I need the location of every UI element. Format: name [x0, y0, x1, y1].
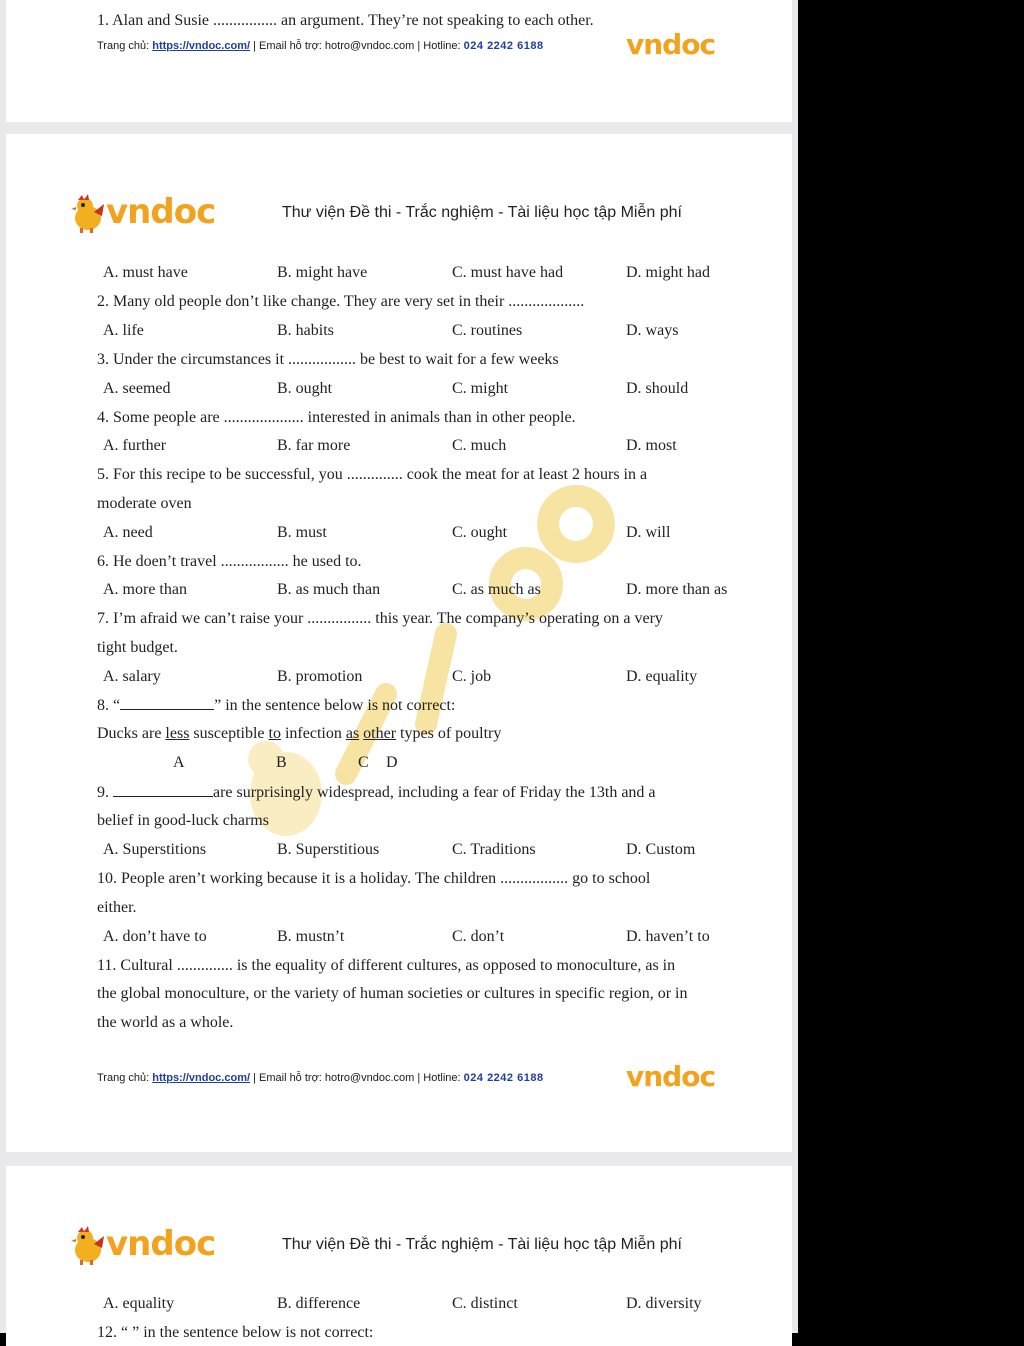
q6-option-b: B. as much than — [277, 581, 381, 598]
question-7-text: 7. I’m afraid we can’t raise your ................ this year. The company’s operating on a very — [97, 610, 663, 627]
question-11-text-end: the world as a whole. — [97, 1014, 234, 1031]
vndoc-logo: vndoc — [106, 192, 216, 232]
q4-option-c: C. much — [452, 437, 507, 454]
page-footer — [97, 40, 544, 52]
chick-mascot-icon — [68, 1226, 108, 1266]
footer-url-link[interactable]: https://vndoc.com/ — [152, 1072, 251, 1084]
question-4-text: 4. Some people are .................... interested in animals than in other people. — [97, 409, 576, 426]
q8-letter-d: D — [386, 754, 398, 771]
q8-letter-a: A — [173, 754, 185, 771]
q3-option-b: B. ought — [277, 380, 333, 397]
question-10-text-cont: either. — [97, 899, 137, 916]
q8-underline-d: other — [363, 725, 397, 742]
q5-option-c: C. ought — [452, 524, 508, 541]
question-5-text-cont: moderate oven — [97, 495, 192, 512]
q2-option-c: C. routines — [452, 322, 523, 339]
question-7-text-cont: tight budget. — [97, 639, 178, 656]
q3-option-c: C. might — [452, 380, 509, 397]
q5-option-b: B. must — [277, 524, 327, 541]
question-5-text: 5. For this recipe to be successful, you .............. cook the meat for at least 2 hours in a — [97, 466, 648, 483]
page-2 — [6, 134, 792, 1152]
q8-suffix: ” in the sentence below is not correct: — [214, 697, 456, 714]
q10-option-d: D. haven’t to — [626, 928, 710, 945]
q8-underline-c: as — [345, 725, 360, 742]
q10-option-a: A. don’t have to — [103, 928, 207, 945]
q8-letter-b: B — [276, 754, 287, 771]
question-10-text: 10. People aren’t working because it is a holiday. The children ................. go to school — [97, 870, 651, 887]
q2-option-b: B. habits — [277, 322, 334, 339]
q9-text: are surprisingly widespread, including a fear of Friday the 13th and a — [213, 784, 656, 801]
library-tagline: Thư viện Đề thi - Trắc nghiệm - Tài liệu học tập Miễn phí — [282, 204, 682, 221]
q6-option-d: D. more than as — [626, 581, 728, 598]
q10-option-b: B. mustn’t — [277, 928, 345, 945]
question-3-text: 3. Under the circumstances it ................. be best to wait for a few weeks — [97, 351, 559, 368]
q8-prefix: 8. “ — [97, 697, 121, 714]
q2-option-d: D. ways — [626, 322, 679, 339]
q5-option-d: D. will — [626, 524, 671, 541]
footer-hotline: 024 2242 6188 — [463, 1072, 544, 1084]
question-11-text: 11. Cultural .............. is the equality of different cultures, as opposed to monoculture, as in — [97, 957, 676, 974]
footer-hotline: 024 2242 6188 — [463, 40, 544, 52]
vndoc-logo: vndoc — [626, 1060, 716, 1093]
footer-label: Trang chủ: — [97, 40, 150, 52]
library-tagline: Thư viện Đề thi - Trắc nghiệm - Tài liệu học tập Miễn phí — [282, 1236, 682, 1253]
question-8-sentence — [97, 724, 501, 744]
question-1-text: 1. Alan and Susie ................ an argument. They’re not speaking to each other. — [97, 12, 594, 29]
q1-option-d: D. might had — [626, 264, 710, 281]
footer-contact: | Email hỗ trợ: hotro@vndoc.com | Hotline: — [250, 1072, 464, 1084]
footer-contact: | Email hỗ trợ: hotro@vndoc.com | Hotline: — [250, 40, 464, 52]
q1-option-a: A. must have — [103, 264, 188, 281]
question-6-text: 6. He doen’t travel ................. he used to. — [97, 553, 362, 570]
q9-blank — [113, 782, 213, 797]
q3-option-a: A. seemed — [103, 380, 171, 397]
chick-mascot-icon — [68, 194, 108, 234]
page-3 — [6, 1166, 792, 1346]
q8-underline-b: to — [268, 725, 281, 742]
q1-option-b: B. might have — [277, 264, 368, 281]
q3-option-d: D. should — [626, 380, 689, 397]
question-2-text: 2. Many old people don’t like change. They are very set in their ................... — [97, 293, 585, 310]
q6-option-c: C. as much as — [452, 581, 541, 598]
vndoc-logo: vndoc — [106, 1224, 216, 1264]
q9-option-b: B. Superstitious — [277, 841, 380, 858]
footer-label: Trang chủ: — [97, 1072, 150, 1084]
q4-option-b: B. far more — [277, 437, 351, 454]
question-8-text — [97, 695, 455, 716]
q8-letter-c: C — [358, 754, 369, 771]
q9-option-c: C. Traditions — [452, 841, 536, 858]
q4-option-a: A. further — [103, 437, 167, 454]
footer-url-link[interactable]: https://vndoc.com/ — [152, 40, 251, 52]
q11-option-d: D. diversity — [626, 1295, 702, 1312]
page-footer — [97, 1072, 544, 1084]
q8-blank — [120, 695, 214, 710]
q8-seg-2: susceptible — [189, 725, 269, 742]
q1-option-c: C. must have had — [452, 264, 564, 281]
q7-option-c: C. job — [452, 668, 492, 685]
q11-option-a: A. equality — [103, 1295, 175, 1312]
q9-number: 9. — [97, 784, 109, 801]
q9-option-d: D. Custom — [626, 841, 696, 858]
question-11-text-cont: the global monoculture, or the variety of human societies or cultures in specific region, or in — [97, 985, 688, 1002]
q7-option-b: B. promotion — [277, 668, 363, 685]
q8-underline-a: less — [165, 725, 190, 742]
q10-option-c: C. don’t — [452, 928, 505, 945]
q8-seg-5: types of poultry — [396, 725, 502, 742]
q11-option-b: B. difference — [277, 1295, 361, 1312]
q2-option-a: A. life — [103, 322, 144, 339]
q11-option-c: C. distinct — [452, 1295, 518, 1312]
question-9-text — [97, 782, 656, 803]
q7-option-a: A. salary — [103, 668, 161, 685]
q6-option-a: A. more than — [103, 581, 187, 598]
q9-option-a: A. Superstitions — [103, 841, 207, 858]
vndoc-logo: vndoc — [626, 28, 716, 61]
q7-option-d: D. equality — [626, 668, 698, 685]
q8-seg-1: Ducks are — [97, 725, 166, 742]
q5-option-a: A. need — [103, 524, 153, 541]
page-1 — [6, 0, 792, 122]
question-12-text-partial: 12. “ ” in the sentence below is not correct: — [97, 1324, 374, 1341]
question-9-text-cont: belief in good-luck charms — [97, 812, 269, 829]
q4-option-d: D. most — [626, 437, 677, 454]
q8-seg-3: infection — [280, 725, 346, 742]
